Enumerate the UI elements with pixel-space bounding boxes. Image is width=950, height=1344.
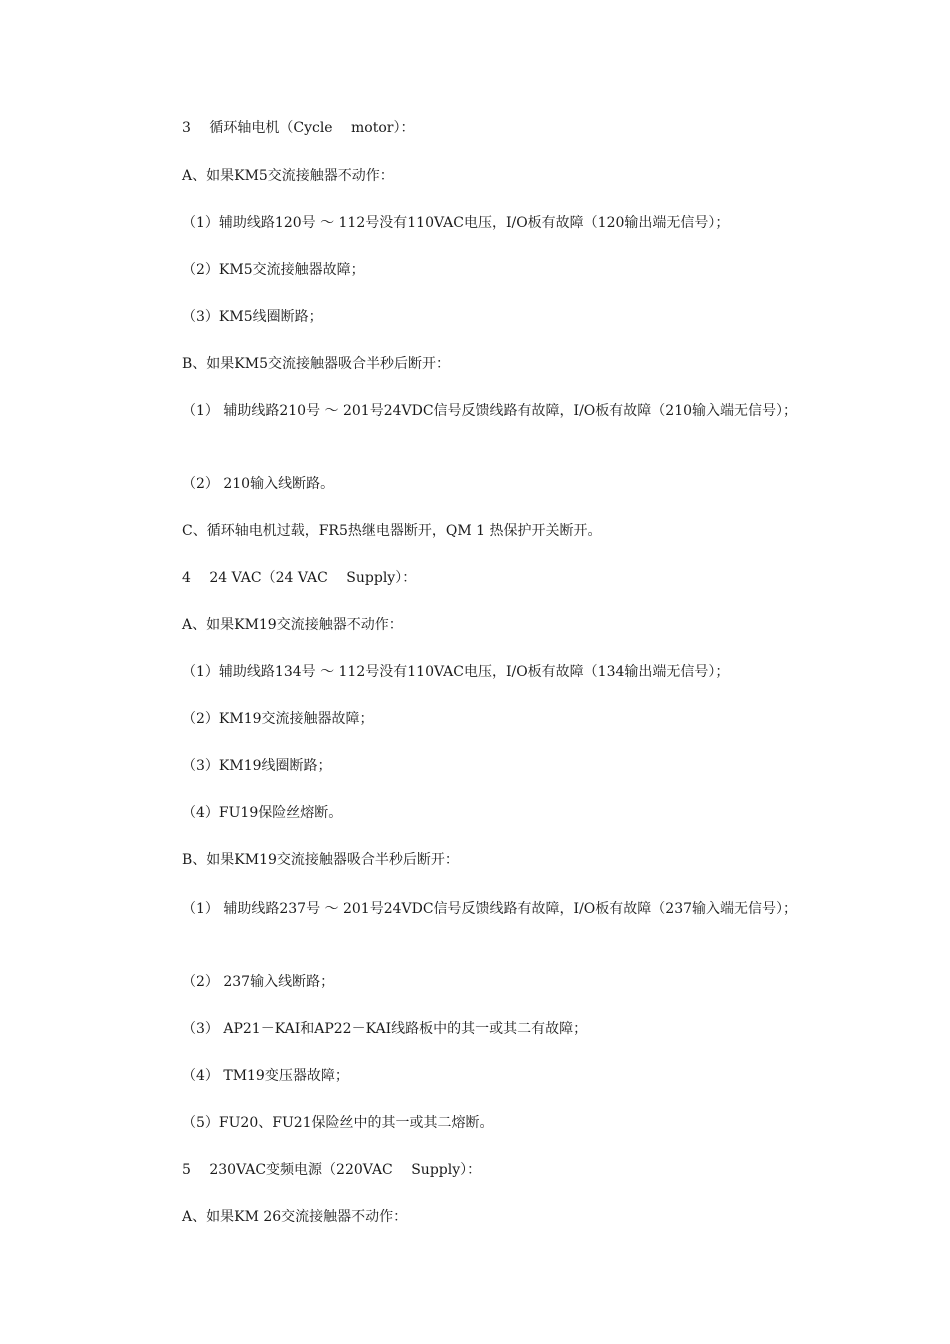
paragraph: （4）FU19保险丝熔断。 [182, 805, 343, 821]
paragraph: （1）辅助线路134号 ～ 112号没有110VAC电压，I/O板有故障（134输出端无信号）； [182, 664, 730, 680]
paragraph: （1） 辅助线路210号 ～ 201号24VDC信号反馈线路有故障，I/O板有故障（210输入端无信号）； [182, 403, 798, 419]
paragraph: （2）KM19交流接触器故障； [182, 711, 374, 727]
paragraph: （1） 辅助线路237号 ～ 201号24VDC信号反馈线路有故障，I/O板有故障（237输入端无信号）； [182, 901, 798, 917]
paragraph: B、如果KM5交流接触器吸合半秒后断开： [182, 356, 450, 372]
paragraph: （2） 210输入线断路。 [182, 476, 335, 492]
paragraph: B、如果KM19交流接触器吸合半秒后断开： [182, 852, 459, 868]
paragraph: （5）FU20、FU21保险丝中的其一或其二熔断。 [182, 1115, 494, 1131]
paragraph: A、如果KM 26交流接触器不动作： [182, 1209, 408, 1225]
paragraph: （1）辅助线路120号 ～ 112号没有110VAC电压，I/O板有故障（120输出端无信号）； [182, 215, 730, 231]
paragraph: A、如果KM19交流接触器不动作： [182, 617, 403, 633]
paragraph: （4） TM19变压器故障； [182, 1068, 349, 1084]
paragraph: （2）KM5交流接触器故障； [182, 262, 365, 278]
section-heading-24vac: 4 24 VAC（24 VAC Supply）： [182, 570, 417, 586]
paragraph: （3）KM5线圈断路； [182, 309, 323, 325]
paragraph: C、循环轴电机过载，FR5热继电器断开，QM 1 热保护开关断开。 [182, 523, 602, 539]
paragraph: （3）KM19线圈断路； [182, 758, 332, 774]
section-heading-cycle-motor: 3 循环轴电机（Cycle motor）： [182, 120, 415, 136]
paragraph: （2） 237输入线断路； [182, 974, 335, 990]
section-heading-230vac: 5 230VAC变频电源（220VAC Supply）： [182, 1162, 482, 1178]
paragraph: （3） AP21－KAI和AP22－KAI线路板中的其一或其二有故障； [182, 1021, 588, 1037]
paragraph: A、如果KM5交流接触器不动作： [182, 168, 394, 184]
